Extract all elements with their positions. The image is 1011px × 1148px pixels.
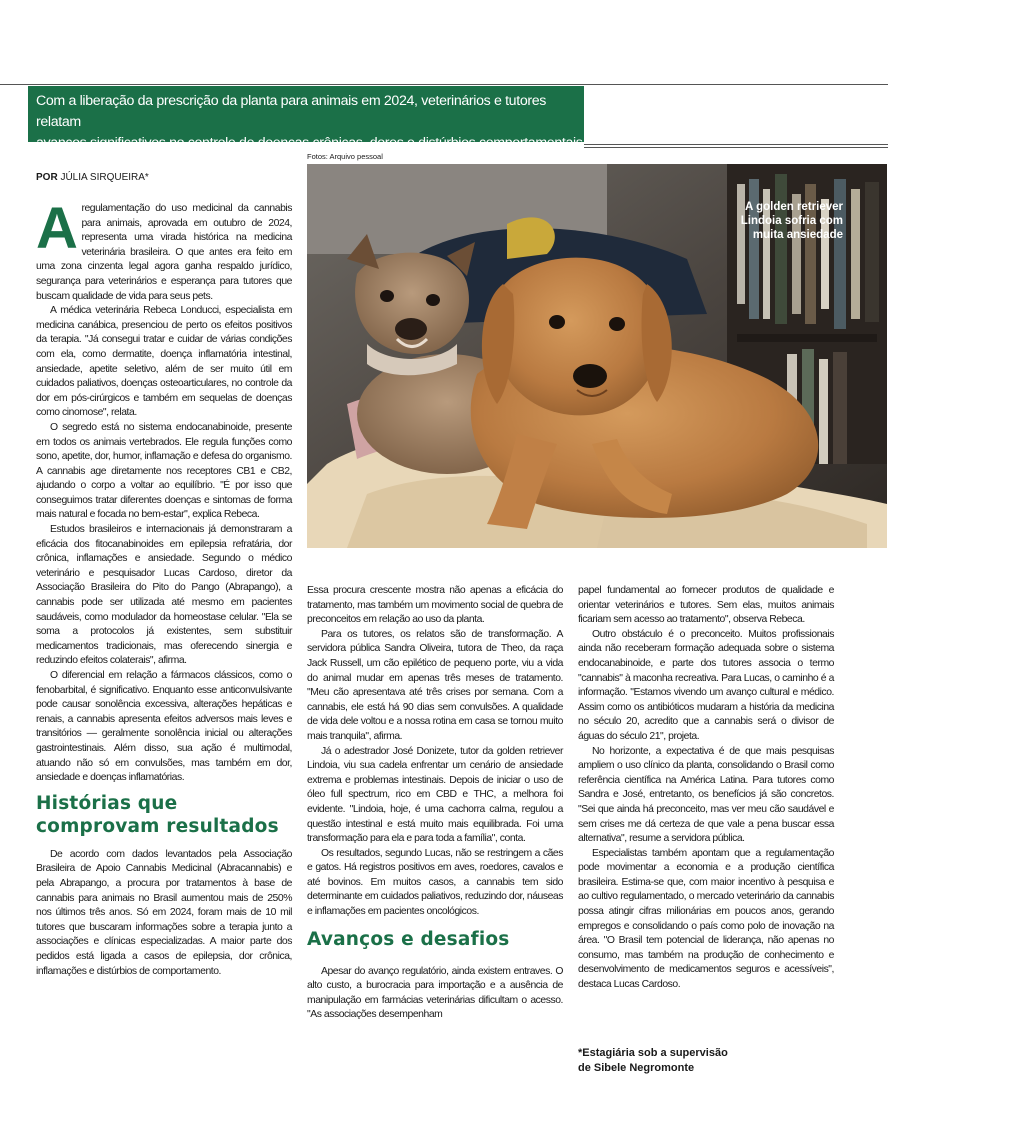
paragraph: papel fundamental ao fornecer produtos de qualidade e orientar veterinários e tutores. Sem elas, muitos animais ficariam sem acesso ao tratamento", observa Rebeca.: [578, 585, 834, 626]
paragraph: Estudos brasileiros e internacionais já demonstraram a eficácia dos fitocanabinoides em epilepsia refratária, dor crônica, inflamações e ansiedade. Segundo o médico veterinário e pesquisador Lucas Cardoso, diretor da Associação Brasileira do Pito do Pango (Abrapango), a cannabis pode ser utilizada até mesmo em pacientes saudáveis, como modulador da homeostase celular. "Ela se soma a protocolos já existentes, sem substituir medicamentos tradicionais, mas oferecendo sinergia e reduzindo efeitos colaterais", afirma.: [36, 524, 292, 667]
byline-author: JÚLIA SIRQUEIRA*: [60, 172, 149, 183]
section-heading-avancos: Avanços e desafios: [307, 928, 510, 950]
byline-prefix: POR: [36, 172, 58, 183]
article-column-1: [36, 196, 292, 979]
photo-credit: Fotos: Arquivo pessoal: [307, 152, 383, 161]
banner-bottom-rule-2: [584, 147, 888, 148]
paragraph: No horizonte, a expectativa é de que mais pesquisas ampliem o uso clínico da planta, consolidando o Brasil como referência científica na América Latina. Para tutores como Sandra e José, entretanto, os benefícios já são concretos. "Sei que ainda há preconceito, mas ver meu cão saudável e sem crises me dá certeza de que vale a pena buscar essa alternativa", resume a servidora pública.: [578, 745, 834, 845]
paragraph: O diferencial em relação a fármacos clássicos, como o fenobarbital, é significativo. Enquanto esse anticonvulsivante pode causar sonolência excessiva, alterações hepáticas e renais, a cannabis apresenta efeitos adversos mais leves e transitórios — geralmente sonolência inicial ou alterações gastrointestinais. Além disso, sua ação é multimodal, atuando não só em convulsões, mas também em dor, ansiedade e doenças inflamatórias.: [36, 670, 292, 784]
caption-line-3: muita ansiedade: [752, 229, 843, 241]
banner-line-2: avanços significativos no controle de doenças crônicas, dores e distúrbios comportamentais: [36, 135, 583, 151]
paragraph: Já o adestrador José Donizete, tutor da golden retriever Lindoia, viu sua cadela enfrentar um cenário de ansiedade extrema e problemas intestinais. Depois de iniciar o uso de óleo full spectrum, rico em CBD e THC, a melhora foi evidente. "Lindoia, hoje, é uma cachorra calma, regulou a questão intestinal e está muito mais equilibrada. Foi uma transformação para ela e para toda a família", conta.: [307, 745, 563, 845]
paragraph: Especialistas também apontam que a regulamentação pode movimentar a economia e a produção científica brasileira. Estima-se que, com maior incentivo à pesquisa e ao cultivo regulamentado, o mercado veterinário da cannabis possa atingir cifras milionárias em poucos anos, gerando empregos e consolidando o país como polo de inovação na área. "O Brasil tem potencial de liderança, não apenas no consumo, mas também na produção de conhecimento e desenvolvimento de medicamentos seguros e acessíveis", destaca Lucas Cardoso.: [578, 847, 834, 991]
article-column-2: [307, 584, 563, 1023]
paragraph: O segredo está no sistema endocanabinoide, presente em todos os animais vertebrados. Ele regula funções como sono, apetite, dor, humor, inflamação e defesa do organismo. A cannabis age diretamente nos receptores CB1 e CB2, ajudando o corpo a voltar ao equilíbrio. "É por isso que conseguimos tratar diferentes doenças e sintomas de forma mais natural e focada no bem-estar", explica Rebeca.: [36, 421, 292, 521]
paragraph: Os resultados, segundo Lucas, não se restringem a cães e gatos. Há registros positivos em aves, roedores, cavalos e até bovinos. Em muitos casos, a cannabis tem sido determinante em cuidados paliativos, reduzindo dor, náuseas e inflamações em pacientes oncológicos.: [307, 847, 563, 918]
paragraph: Apesar do avanço regulatório, ainda existem entraves. O alto custo, a burocracia para importação e a ausência de manipulação em farmácias veterinárias dificultam o acesso. "As associações desempenham: [307, 965, 563, 1021]
footnote-line-2: de Sibele Negromonte: [578, 1062, 695, 1074]
paragraph-lead: [36, 196, 292, 304]
paragraph: A médica veterinária Rebeca Londucci, especialista em medicina canábica, presenciou de perto os efeitos positivos da terapia. "Já consegui tratar e cuidar de várias condições com ela, como dermatite, doença inflamatória intestinal, ansiedade, apetite seletivo, além de ser muito útil em cuidados paliativos, doenças osteoarticulares, no controle da dor em pós-cirúrgicos e também em sequelas de doenças como cinomose", relata.: [36, 305, 292, 419]
drop-cap: A: [36, 196, 78, 261]
article-column-3: [578, 584, 834, 993]
banner-bottom-rule: [584, 144, 888, 145]
photo-caption: [673, 200, 843, 242]
footnote-line-1: *Estagiária sob a supervisão: [578, 1047, 728, 1059]
banner-line-1: Com a liberação da prescrição da planta para animais em 2024, veterinários e tutores relatam: [36, 93, 547, 130]
caption-line-1: A golden retriever: [745, 201, 843, 213]
headline-banner: [28, 86, 584, 151]
paragraph: De acordo com dados levantados pela Associação Brasileira de Apoio Cannabis Medicinal (Abracannabis) e pela Abrapango, a procura por tratamentos à base de cannabis para animais no Brasil aumentou mais de 250% nos últimos três anos. Só em 2024, foram mais de 10 mil tutores que buscaram informações sobre a terapia junto a associações e clínicas especializadas. A maior parte dos pedidos está ligada a casos de epilepsia, dor crônica, inflamações e distúrbios de comportamento.: [36, 848, 292, 977]
heading-line-1: Histórias que: [36, 792, 178, 814]
paragraph: Outro obstáculo é o preconceito. Muitos profissionais ainda não receberam formação adequada sobre o sistema endocanabinoide, e parte dos tutores associa o termo "cannabis" à maconha recreativa. Para Lucas, o caminho é a informação. "Estamos vivendo um avanço cultural e médico. Assim como os antibióticos mudaram a história da medicina no século 20, acredito que a cannabis será o divisor de águas do século 21", projeta.: [578, 628, 834, 742]
paragraph: Para os tutores, os relatos são de transformação. A servidora pública Sandra Oliveira, tutora de Theo, da raça Jack Russell, um cão epilético de pequeno porte, viu a vida do animal mudar em apenas três meses de tratamento. "Meu cão apresentava até três crises por semana. Com a cannabis, ele está há 90 dias sem convulsões. A qualidade de vida dele voltou e a nossa rotina em casa se tornou muito mais tranquila", afirma.: [307, 628, 563, 742]
section-heading-historias: [36, 792, 292, 838]
heading-line-2: comprovam resultados: [36, 815, 279, 837]
author-footnote: [578, 1046, 728, 1076]
caption-line-2: Lindoia sofria com: [740, 215, 843, 227]
top-rule: [0, 84, 888, 85]
dog-photo: [307, 164, 887, 548]
paragraph: Essa procura crescente mostra não apenas a eficácia do tratamento, mas também um movimento social de quebra de preconceitos em relação ao uso da planta.: [307, 585, 563, 626]
lead-text: regulamentação do uso medicinal da cannabis para animais, aprovada em outubro de 2024, representa uma virada histórica na medicina veterinária brasileira. O que antes era feito em uma zona cinzenta legal agora ganha respaldo jurídico, segurança para veterinários e esperança para tutores que buscam qualidade de vida para seus pets.: [36, 203, 292, 302]
byline: [36, 172, 149, 183]
